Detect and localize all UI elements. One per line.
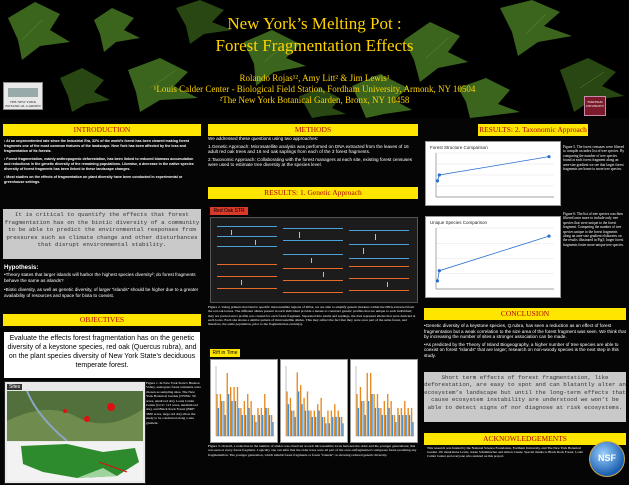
bar xyxy=(254,415,255,436)
allele-chart-3 xyxy=(350,359,418,443)
bar xyxy=(388,408,389,436)
title-line-2: Forest Fragmentation Effects xyxy=(215,36,414,55)
bar xyxy=(322,417,323,436)
bar xyxy=(235,401,236,436)
bar xyxy=(242,415,243,436)
bar xyxy=(312,417,313,436)
bar xyxy=(255,422,256,436)
bar xyxy=(225,415,226,436)
bar xyxy=(378,408,379,436)
data-point xyxy=(436,279,439,282)
data-point xyxy=(547,155,550,158)
objectives-header: OBJECTIVES xyxy=(3,314,201,326)
bar xyxy=(335,417,336,436)
bar xyxy=(300,385,301,436)
intro-bullet-2: • Forest fragmentation, mainly anthropogenic deforestation, has been linked to reduced biomass accumulation and reductions in the genetic diversity of the remaining populations. Likewise, a decrease in the native species diversity of forest fragments has been linked to these landscape changes. xyxy=(4,157,194,171)
site-dot-nybg xyxy=(63,409,67,413)
bar xyxy=(291,411,292,436)
microsatellite-gel-image xyxy=(210,217,418,303)
satellite-map xyxy=(7,391,143,441)
bar xyxy=(317,404,318,436)
bar xyxy=(380,408,381,436)
state-map xyxy=(7,442,143,481)
bar xyxy=(401,408,402,436)
bar xyxy=(272,422,273,436)
site-dot-lcc xyxy=(84,416,90,422)
bar xyxy=(259,415,260,436)
bar xyxy=(356,394,357,436)
bar xyxy=(305,411,306,436)
site-dot-brf xyxy=(107,403,115,411)
acknowledgements-text: This research was funded by the National Science Foundation, Fordham University, and The New York Botanical Garden. We thank Rene Lewis, Jessie Schuhmacher and Alison Cassie. Special thanks to Black Rock Forest, Louis Calder Center and everyone who assisted on this project. xyxy=(427,446,583,459)
bar xyxy=(339,417,340,436)
allele-chart-1 xyxy=(210,359,278,443)
bar xyxy=(368,401,369,436)
bar xyxy=(250,401,251,436)
bar xyxy=(290,398,291,436)
bar xyxy=(365,415,366,436)
bar xyxy=(358,408,359,436)
bar xyxy=(264,394,265,436)
bar xyxy=(310,411,311,436)
bar xyxy=(318,411,319,436)
bar xyxy=(227,373,228,436)
figure-6-caption: Figure 6: The list of tree species was then filtered once more to include only tree species that were unique to the forest fragment. Comparing the number of tree species unique to the forest fragments along an area-size gradient elaborates on the results illustrated in Fig5; larger forest fragments foster more unique tree species. xyxy=(563,212,624,247)
affiliation-2: ²The New York Botanical Garden, Bronx, NY 10458 xyxy=(219,95,410,105)
methods-intro: We addressed these questions using two approaches: xyxy=(208,136,319,141)
bar xyxy=(392,415,393,436)
bar xyxy=(334,404,335,436)
bar xyxy=(228,394,229,436)
chart-title: Forest Structure Comparison xyxy=(430,145,488,150)
bar xyxy=(245,415,246,436)
bar xyxy=(412,422,413,436)
intro-bullet-3: • Most studies on the effects of fragmentation on plant diversity have been conducted in experimental or greenhouse settings. xyxy=(4,175,183,184)
conclusion-highlight-box: Short term effects of forest fragmentation, like deforestation, are easy to spot and can blatantly alter an ecosystem’s landscape but until the long-term effects that cause ecosystem instability are understood we won’t be able to detect signs of nor diagnose at risk ecosystems. xyxy=(424,372,626,422)
bar xyxy=(240,408,241,436)
bar xyxy=(261,408,262,436)
bar xyxy=(385,415,386,436)
bar xyxy=(265,408,266,436)
nsf-logo: NSF xyxy=(589,441,625,477)
hypothesis-2: •Biotic diversity, as well as genetic diversity, of larger “islands” should be higher due to a greater availability of resources and space for biota to coexist. xyxy=(4,287,199,298)
bar xyxy=(332,417,333,436)
rift-in-time-label: Rift in Time xyxy=(210,349,240,357)
data-point xyxy=(438,269,441,272)
bar xyxy=(271,415,272,436)
figure-2-caption: Figure 2. Using primers that bind to specific microsatellite regions of DNA, we are able to amplify genetic markers within the DNA extracted from the red oak leaves. The different alleles present in each individual provide a means to construct genetic profiles that are unique to each individual; they are pooled and a profile was created for each forest fragment. Separated into adults and saplings, the data represent alleles that were detected at each locus. Each site shares a similar pattern of microsatellite alleles. This may reflect the fact that they were once part of the same forest, and therefore, the same population, prior to the fragmentation events(s). xyxy=(208,305,416,327)
bar xyxy=(402,415,403,436)
title-line-1: New York’s Melting Pot : xyxy=(227,14,402,33)
bar xyxy=(373,394,374,436)
bar xyxy=(220,394,221,436)
introduction-header: INTRODUCTION xyxy=(3,124,201,136)
bar xyxy=(405,415,406,436)
bar xyxy=(411,408,412,436)
bar xyxy=(408,408,409,436)
bar xyxy=(341,417,342,436)
bar xyxy=(377,394,378,436)
conclusion-2: •As predicted by the Theory of Island Biogeography, a higher number of tree species are able to coexist on forest “islands” that are larger; research on non-woody species is the next step in this study. xyxy=(424,341,619,358)
bar xyxy=(331,411,332,436)
bar xyxy=(288,404,289,436)
chart-title: Unique Species Comparison xyxy=(430,220,488,225)
bar xyxy=(216,394,217,436)
bar xyxy=(325,423,326,436)
bar xyxy=(320,398,321,436)
data-point xyxy=(547,235,550,238)
bar xyxy=(314,411,315,436)
bar xyxy=(394,415,395,436)
bar xyxy=(218,408,219,436)
bar xyxy=(329,423,330,436)
bar xyxy=(286,391,287,436)
methods-text xyxy=(208,136,418,170)
bar xyxy=(237,387,238,436)
banner xyxy=(0,0,629,118)
bar xyxy=(230,387,231,436)
bar xyxy=(363,401,364,436)
bar xyxy=(298,391,299,436)
bar xyxy=(223,401,224,436)
bar xyxy=(404,401,405,436)
bar xyxy=(375,408,376,436)
fordham-logo: FORDHAM UNIVERSITY xyxy=(584,96,606,116)
bar xyxy=(409,415,410,436)
forest-structure-chart xyxy=(425,141,561,206)
bar xyxy=(342,423,343,436)
conclusion-1: •Genetic diversity of a keystone species, Q.rubra, has seen a reduction as an effect of forest fragmentation but a weak correlation to the size area of the forest fragment was seen. We think that by increasing the number of sites a stronger association can be made. xyxy=(424,323,626,340)
red-oak-str-label: Red Oak STR xyxy=(210,207,248,215)
bar xyxy=(307,391,308,436)
bar xyxy=(262,415,263,436)
methods-taxonomic: 2.Taxonomic Approach: Collaborating with the forest managers at each site, existing forest censuses were used to estimate tree diversity at the species level. xyxy=(208,156,413,168)
bar xyxy=(361,401,362,436)
hypothesis xyxy=(4,265,200,302)
bar xyxy=(382,415,383,436)
sites-map-panel xyxy=(4,381,146,484)
intro-bullets xyxy=(4,139,200,188)
bar xyxy=(399,415,400,436)
bar xyxy=(231,401,232,436)
bar xyxy=(238,408,239,436)
hypothesis-heading: Hypothesis: xyxy=(4,265,39,271)
bar xyxy=(371,394,372,436)
bar xyxy=(327,411,328,436)
bar xyxy=(303,398,304,436)
figure-3-caption: Figure 3. Overall, a reduction in the number of alleles was observed at each microsatellite locus between the older and the younger generations; this was seen at every forest fragment. Logically one can infer that the older trees were all part of the once-unfragmented contiguous forest predating any fragmentation. The younger generation, which inhabit forest fragments or forest “islands”, is showing reduced genetic diversity. xyxy=(208,444,417,457)
bar xyxy=(395,422,396,436)
bar xyxy=(390,401,391,436)
bar xyxy=(397,408,398,436)
figure-1-caption: Figure 1. In New York State’s Hudson Valley, analogous forest remnants were chosen as sampling sites. The New York Botanical Garden (NYBG: 50 acres, small red dot), Louis Calder Center (LCC: 113 acres, medium red dot), and Black Rock Forest (BRF: 3830 acres, large red dot) allow the study to be conducted along a size gradient. xyxy=(146,381,201,425)
intro-highlight-box: It is critical to quantify the effects that forest fragmentation has on the biotic diversity of a community to be able to predict the environmental responses from pressures such as climate change and other disturbances that disrupt environmental stability. xyxy=(3,209,201,259)
results-genetic-header: RESULTS: 1. Genetic Approach xyxy=(208,187,418,199)
bar xyxy=(367,373,368,436)
bar xyxy=(269,415,270,436)
bar xyxy=(257,408,258,436)
bar xyxy=(384,401,385,436)
bar xyxy=(315,417,316,436)
bar xyxy=(295,417,296,436)
intro-bullet-1: • At an unprecedented rate since the Industrial Era, 32% of the world’s forest has been cleared making forest fragments one of the most common features of the landscape. New York has been affected by the loss and fragmentation of its forests. xyxy=(4,139,190,153)
data-point xyxy=(438,173,441,176)
bar xyxy=(221,401,222,436)
bar xyxy=(247,394,248,436)
objectives-box: Evaluate the effects forest fragmentation has on the genetic diversity of a keystone species, red oak (Quercus rubra), and on the plant species diversity of New York State’s deciduous temperate forest. xyxy=(4,332,200,378)
authors: Rolando Rojas¹², Amy Litt² & Jim Lewis¹ xyxy=(239,73,390,83)
unique-species-chart xyxy=(425,216,561,298)
conclusion-header: CONCLUSION xyxy=(424,308,626,320)
data-point xyxy=(436,179,439,182)
methods-header: METHODS xyxy=(208,124,418,136)
affiliation-1: ¹Louis Calder Center - Biological Field Station, Fordham University, Armonk, NY 10504 xyxy=(153,84,476,94)
hypothesis-1: •Theory states that larger islands will harbor the highest species diversity²; do forest fragments behave the same as islands? xyxy=(4,272,196,283)
methods-genetic: 1.Genetic Approach: Microsatellite analysis was performed on DNA extracted from the leaves of 16 adult red oak trees and 16 red oak saplings from each of the 3 forest fragments. xyxy=(208,143,409,155)
bar xyxy=(370,373,371,436)
bar xyxy=(338,411,339,436)
conclusion-text xyxy=(424,323,626,361)
results-taxonomic-header: RESULTS: 2. Taxonomic Approach xyxy=(479,125,587,134)
bar xyxy=(297,372,298,436)
bar xyxy=(387,394,388,436)
bar xyxy=(308,411,309,436)
bar xyxy=(293,411,294,436)
sites-label: Sites xyxy=(9,384,21,390)
allele-chart-2 xyxy=(280,359,348,443)
acknowledgements-header: ACKNOWLEDGEMENTS xyxy=(424,433,626,445)
bar xyxy=(301,404,302,436)
figure-5-caption: Figure 5. The forest censuses were filtered to compile an index list of tree species. By comparing the number of tree species found at each forest fragment along an area-size gradient we see that larger forest fragments are home to more tree species. xyxy=(563,145,625,172)
bar xyxy=(252,415,253,436)
bar xyxy=(248,408,249,436)
nybg-logo: THE NEW YORK BOTANICAL GARDEN xyxy=(3,82,43,110)
bar xyxy=(244,401,245,436)
bar xyxy=(233,387,234,436)
bar xyxy=(268,408,269,436)
bar xyxy=(360,387,361,436)
series-line xyxy=(437,157,549,181)
bar xyxy=(324,417,325,436)
